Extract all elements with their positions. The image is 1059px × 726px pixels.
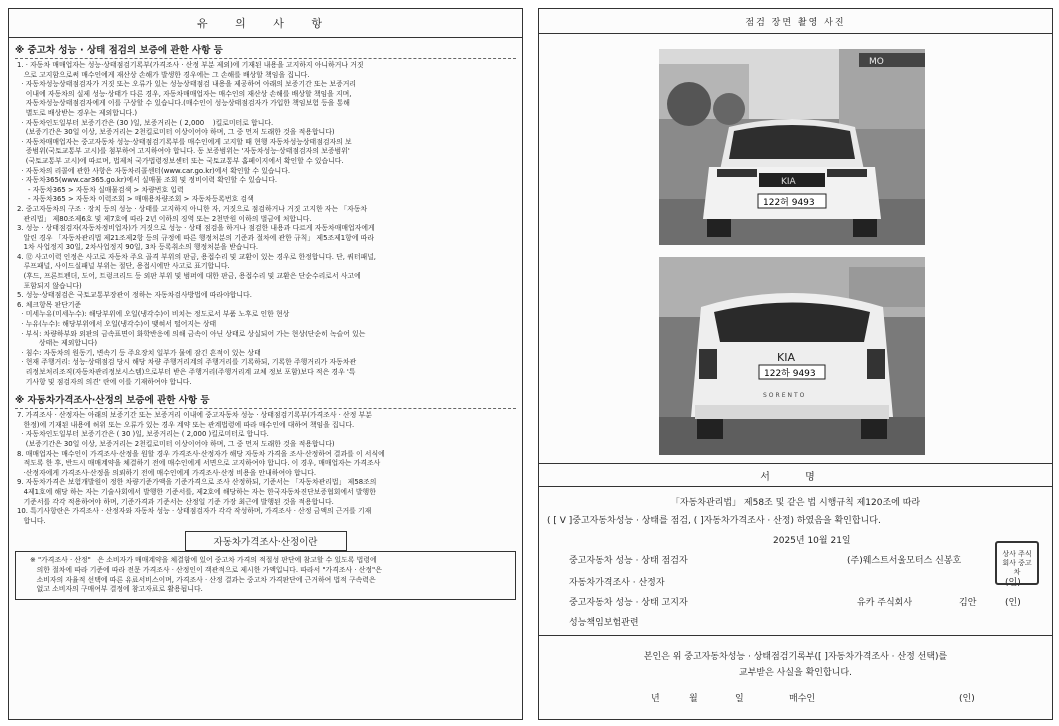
notifier-name: 김안 xyxy=(959,598,977,608)
paragraph-line: 합니다. xyxy=(17,516,46,525)
paragraph-line: 별도로 배상받는 경우는 제외합니다.) xyxy=(17,108,138,117)
appraisal-box xyxy=(15,551,516,599)
notifier-label: 중고자동차 성능 · 상태 고지자 xyxy=(569,598,688,608)
paragraph-line: 1. · 자동차 매매업자는 성능·상태점검기록부(가격조사 · 산정 부분 제외)에 기재된 내용을 고지하지 아니하거나 거짓 xyxy=(17,61,364,69)
buyer-seal: (인) xyxy=(959,694,975,704)
paragraph-line: · 침수: 자동차의 원동기, 변속기 등 주요장치 일부가 물에 잠긴 흔적이 있는 상태 xyxy=(17,348,261,357)
sig-line1: 「자동차관리법」 제58조 및 같은 법 시행규칙 제120조에 따라 xyxy=(670,498,921,508)
buyer-line2: 교부받은 사실을 확인합니다. xyxy=(739,668,852,678)
paragraph-line: · 누유(누수): 해당부위에서 오일(냉각수)이 맺혀서 떨어지는 상태 xyxy=(17,320,217,329)
paragraph-line: 루프패널, 사이드실패널 부위는 절단, 용접시에만 사고로 표기합니다. xyxy=(17,262,230,271)
notifier-company: 유카 주식회사 xyxy=(857,598,913,608)
paragraph-line: · 자동차인도일부터 보증기간은 ( 30 )일, 보증거리는 ( 2,000 )킬로미터로 합니다. xyxy=(17,430,269,439)
shop-sign: MO xyxy=(869,57,884,67)
paragraph-line: 6. 체크항목 판단기준 xyxy=(17,300,82,309)
front-plate: 122허 9493 xyxy=(763,198,815,208)
buyer-month: 월 xyxy=(689,694,698,704)
buyer-year: 년 xyxy=(651,694,660,704)
paragraph-line: 이내에 자동차의 실제 성능·상태가 다른 경우, 자동차매매업자는 매수인의 재산상 손해를 배상할 책임을 지며, xyxy=(17,89,352,98)
company-stamp xyxy=(995,541,1039,585)
photo-signature-page xyxy=(538,8,1053,720)
rear-plate: 122하 9493 xyxy=(764,369,816,379)
paragraph-line: ※ "가격조사 · 산정" 은 소비자가 매매계약을 체결함에 있어 중고차 가격의 적절성 판단에 참고할 수 있도록 법령에 xyxy=(30,556,377,565)
paragraph-line: 리정보처리조직(자동차관리정보시스템)으로부터 받은 주행거리(주행거리계 교체 정보 포함)보다 적은 경우 '특 xyxy=(17,368,356,376)
paragraph-line: 5. 성능·상태점검은 국토교통부장관이 정하는 자동차검사방법에 따라야합니다. xyxy=(17,291,252,300)
paragraph-line: 기준서를 각각 적용하여야 하며, 기준가격과 기준서는 산정일 기준 가장 최근에 발행된 것을 적용합니다. xyxy=(17,497,334,506)
paragraph-line: 상태는 제외합니다) xyxy=(17,339,98,348)
paragraph-line: 알린 경우 「자동차관리법 제21조제2항 등의 규정에 따른 행정처분의 기준과 절차에 관한 규칙」 제5조제1항에 따라 xyxy=(17,233,374,242)
signature-title: 서 명 xyxy=(539,463,1052,487)
model-badge: SORENTO xyxy=(763,392,807,399)
paragraph-line: · 미세누유(미세누수): 해당부위에 오일(냉각수)이 비치는 정도로서 부품 노후로 인한 현상 xyxy=(17,310,290,319)
paragraph-line: 자동차성능상태점검자에게 이를 구상할 수 있습니다.(매수인이 성능상태점검자가 가입한 책임보험 등을 통해 xyxy=(17,99,350,108)
paragraph-line: 증범위(국토교통부 고시)를 첨부하여 고지하여야 합니다. 동 보증범위는 '자동차성능·상태점검자의 보증범위' xyxy=(17,147,350,156)
paragraph-line: (후드, 프론트펜더, 도어, 트렁크리드 등 외판 부위 및 범퍼에 대한 판금, 용접수리 및 교환은 단순수리로서 사고에 xyxy=(17,272,361,281)
paragraph-line: · 자동차365(www.car365.go.kr)에서 실매물 조회 및 정비이력 확인할 수 있습니다. xyxy=(17,176,278,185)
paragraph-line: 기사항 및 점검자의 의견' 란에 이를 기재하여야 합니다. xyxy=(17,377,192,386)
appraisal-box-title: 자동차가격조사·산정이란 xyxy=(185,531,347,551)
paragraph-line: · 현재 주행거리: 성능·상태점검 당시 해당 차량 주행거리계의 주행거리를 기록하되, 기록한 주행거리가 자동차관 xyxy=(17,358,357,367)
paragraph-line: (보증기간은 30일 이상, 보증거리는 2천킬로미터 이상이어야 하며, 그 중 먼저 도래한 것을 적용합니다) xyxy=(17,128,335,137)
paragraph-line: · 자동차성능상태점검자가 거짓 또는 오류가 있는 성능상태점검 내용을 제공하여 아래의 보증기간 또는 보증거리 xyxy=(17,80,357,89)
buyer-line1: 본인은 위 중고자동차성능 · 상태점검기록부([ ]자동차가격조사 · 산정 선택)를 xyxy=(643,652,948,662)
notice-page xyxy=(8,8,523,720)
notice-title: 유 의 사 항 xyxy=(9,9,522,38)
paragraph-line: - 자동차365 > 자동차 실매물검색 > 차량번호 입력 xyxy=(17,185,184,194)
paragraph-line: · 자동차인도일부터 보증기간은 (30 )일, 보증거리는 ( 2,000 )킬로미터로 합니다. xyxy=(17,118,274,127)
inspector-name: (주)웨스트서울모터스 신봉호 xyxy=(847,556,962,566)
paragraph-line: · 부식: 차량하부와 외판의 금속표면이 화학반응에 의해 금속이 아닌 상태로 상실되어 가는 현상(단순히 녹슬어 있는 xyxy=(17,329,366,338)
buyer-divider xyxy=(539,635,1052,636)
stamp-text: 상사 주식회사 중고차 xyxy=(1002,549,1032,576)
appraiser-label: 자동차가격조사 · 산정자 xyxy=(569,578,665,588)
insurer-label: 성능책임보험관련 xyxy=(569,618,639,628)
paragraph-line: 의한 절차에 따라 기준에 따라 전문 가격조사 · 산정인이 객관적으로 제시한 가액입니다. 따라서 "가격조사 · 산정"은 xyxy=(30,565,382,574)
paragraph-line: 2. 중고자동차의 구조 · 장치 등의 성능 · 상태를 고지하지 아니한 자, 거짓으로 점검하거나 거짓 고지한 자는 「자동차 xyxy=(17,204,368,213)
paragraph-line: 4제1호에 해당 하는 자는 기술사회에서 발행한 기준서를, 제2호에 해당하는 자는 한국자동차진단보증협회에서 발행한 xyxy=(17,487,376,496)
paragraph-line: 1차 사업정지 30일, 2차사업정지 90일, 3차 등록취소의 행정처분을 받습니다. xyxy=(17,243,259,252)
paragraph-line: - 자동차365 > 자동차 이력조회 > 매매용차량조회 > 자동차등록번호 검색 xyxy=(17,195,254,204)
buyer-label: 매수인 xyxy=(789,694,816,704)
front-photo xyxy=(659,49,925,245)
paragraph-line: 10. 특기사항란은 가격조사 · 산정자와 자동차 성능 · 상태점검자가 각각 작성하며, 가격조사 · 산정 금액의 근거를 기재 xyxy=(17,507,372,516)
sig-line2: ( [ V ]중고자동차성능 · 상태를 점검, ( ]자동차가격조사 · 산정) 하였음을 확인합니다. xyxy=(547,516,881,526)
section2-heading: ※ 자동차가격조사·산정의 보증에 관한 사항 등 xyxy=(15,392,516,409)
paragraph-line: 관리법」 제80조제6호 및 제7호에 따라 2년 이하의 징역 또는 2천만원 이하의 벌금에 처합니다. xyxy=(17,214,312,223)
buyer-day: 일 xyxy=(735,694,744,704)
paragraph-line: 8. 매매업자는 매수인이 가격조사·산정을 원할 경우 가격조사·산정자가 해당 자동차 가격을 조사·산정하여 결과를 이 서식에 xyxy=(17,449,385,458)
svg-text:KIA: KIA xyxy=(781,177,796,187)
paragraph-line: 한정)에 기재된 내용에 허위 또는 오류가 있는 경우 계약 또는 관계법령에 따라 매수인에 대하여 책임을 집니다. xyxy=(17,420,355,429)
paragraph-line: (국토교통부 고시)에 따르며, 법제처 국가법령정보센터 또는 국토교통부 홈페이지에서 확인할 수 있습니다. xyxy=(17,156,344,165)
paragraph-line: 9. 자동차가격은 보험개발원이 정한 차량기준가액을 기준가격으로 조사 산정하되, 기준서는 「자동차관리법」 제58조의 xyxy=(17,478,377,487)
paragraph-line: · 자동차매매업자는 중고자동차 성능·상태점검기록부를 매수인에게 고지할 때 현행 자동차성능상태점검자의 보 xyxy=(17,137,352,146)
inspector-label: 중고자동차 성능 · 상태 점검자 xyxy=(569,556,688,566)
photo-title: 점검 장면 촬영 사진 xyxy=(539,9,1052,34)
paragraph-line: (보증기간은 30일 이상, 보증거리는 2천킬로미터 이상이어야 하며, 그 중 먼저 도래한 것을 적용합니다) xyxy=(17,439,335,448)
paragraph-line: 소비자의 자율적 선택에 따른 유료서비스이며, 가격조사 · 산정 결과는 중고차 가격판단에 근거하여 법적 구속력은 xyxy=(30,575,376,584)
svg-text:KIA: KIA xyxy=(777,351,795,364)
appraiser-seal: (인) xyxy=(1005,578,1021,588)
section1-heading: ※ 중고차 성능 · 상태 점검의 보증에 관한 사항 등 xyxy=(15,42,516,59)
sig-date: 2025년 10월 21일 xyxy=(773,536,851,546)
paragraph-line: 4. ⑫ 사고이력 인정은 사고로 자동차 주요 골격 부위의 판금, 용접수리 및 교환이 있는 경우로 한정합니다. 단, 쿼터패널, xyxy=(17,252,376,261)
paragraph-line: 포함되지 않습니다) xyxy=(17,281,82,290)
paragraph-line: 적도록 한 후, 반드시 매매계약을 체결하기 전에 매수인에게 서면으로 고지하여야 합니다. 이 경우, 매매업자는 가격조사 xyxy=(17,459,381,468)
notifier-seal: (인) xyxy=(1005,598,1021,608)
paragraph-line: 으로 고지함으로써 매수인에게 재산상 손해가 발생한 경우에는 그 손해를 배상할 책임을 집니다. xyxy=(17,70,310,79)
section1-body xyxy=(9,61,522,386)
section2-body xyxy=(9,411,522,525)
paragraph-line: ·산정자에게 가격조사·산정을 의뢰하기 전에 매수인에게 가격조사·산정 비용을 안내하여야 합니다. xyxy=(17,468,317,477)
paragraph-line: 3. 성능 · 상태점검자(자동차정비업자)가 거짓으로 성능 · 상태 점검을 하거나 점검한 내용과 다르게 자동차매매업자에게 xyxy=(17,224,375,233)
paragraph-line: 7. 가격조사 · 산정자는 아래의 보증기간 또는 보증거리 이내에 중고자동차 성능 · 상태점검기록부(가격조사 · 산정 부분 xyxy=(17,411,372,420)
paragraph-line: · 자동차의 리콜에 관한 사항은 자동차리콜센터(www.car.go.kr)에서 확인할 수 있습니다. xyxy=(17,166,291,175)
paragraph-line: 없고 소비자의 구매여부 결정에 참고자료로 활용됩니다. xyxy=(30,585,203,594)
rear-photo xyxy=(659,257,925,455)
